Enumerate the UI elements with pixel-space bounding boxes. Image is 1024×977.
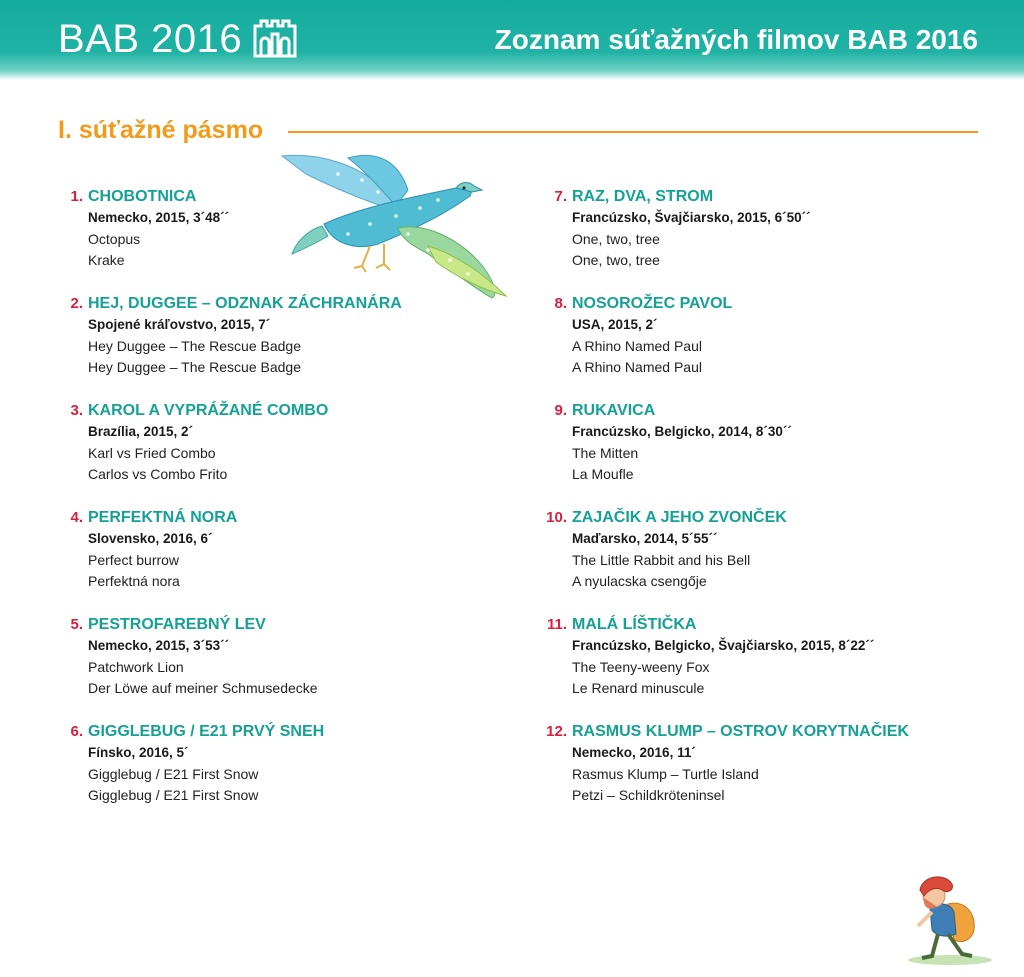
film-meta: Fínsko, 2016, 5´ bbox=[88, 745, 189, 760]
film-number: 9. bbox=[554, 402, 567, 419]
film-meta: Spojené kráľovstvo, 2015, 7´ bbox=[88, 317, 271, 332]
film-meta: Maďarsko, 2014, 5´55´´ bbox=[572, 531, 718, 546]
film-number: 10. bbox=[546, 509, 567, 526]
film-title: RAZ, DVA, STROM bbox=[572, 188, 714, 205]
film-original-title: A nyulacska csengője bbox=[572, 573, 707, 589]
film-original-title: Hey Duggee – The Rescue Badge bbox=[88, 359, 301, 375]
film-number: 5. bbox=[70, 616, 83, 633]
section-title: I. súťažné pásmo bbox=[58, 116, 264, 144]
film-title: PERFEKTNÁ NORA bbox=[88, 509, 238, 526]
film-english-title: Rasmus Klump – Turtle Island bbox=[572, 766, 759, 782]
film-english-title: Perfect burrow bbox=[88, 552, 180, 568]
brand-name: BAB 2016 bbox=[58, 17, 243, 61]
section-divider bbox=[288, 131, 978, 133]
film-title: RASMUS KLUMP – OSTROV KORYTNAČIEK bbox=[572, 723, 909, 740]
film-english-title: Karl vs Fried Combo bbox=[88, 445, 216, 461]
film-english-title: The Mitten bbox=[572, 445, 639, 461]
film-english-title: Hey Duggee – The Rescue Badge bbox=[88, 338, 301, 354]
film-title: CHOBOTNICA bbox=[88, 188, 197, 205]
film-title: NOSOROŽEC PAVOL bbox=[572, 295, 733, 312]
film-title: MALÁ LÍŠTIČKA bbox=[572, 616, 697, 633]
film-original-title: A Rhino Named Paul bbox=[572, 359, 702, 375]
film-title: GIGGLEBUG / E21 PRVÝ SNEH bbox=[88, 723, 325, 740]
page-title: Zoznam súťažných filmov BAB 2016 bbox=[494, 24, 978, 55]
film-number: 12. bbox=[546, 723, 567, 740]
film-original-title: Le Renard minuscule bbox=[572, 680, 705, 696]
film-column-right bbox=[536, 186, 976, 828]
film-item-10 bbox=[536, 507, 976, 614]
film-meta: Nemecko, 2016, 11´ bbox=[572, 745, 696, 760]
child-illustration bbox=[892, 868, 1002, 968]
film-item-11 bbox=[536, 614, 976, 721]
film-item-1 bbox=[52, 186, 492, 293]
film-meta: Francúzsko, Belgicko, Švajčiarsko, 2015, 8´22´´ bbox=[572, 638, 875, 653]
film-title: KAROL A VYPRÁŽANÉ COMBO bbox=[88, 402, 329, 419]
film-number: 11. bbox=[546, 616, 567, 633]
film-english-title: Octopus bbox=[88, 231, 141, 247]
film-number: 3. bbox=[70, 402, 83, 419]
film-title: RUKAVICA bbox=[572, 402, 656, 419]
film-number: 7. bbox=[554, 188, 567, 205]
film-meta: Slovensko, 2016, 6´ bbox=[88, 531, 213, 546]
film-original-title: Der Löwe auf meiner Schmusedecke bbox=[88, 680, 318, 696]
header-bar bbox=[0, 0, 1024, 80]
film-original-title: Petzi – Schildkröteninsel bbox=[572, 787, 725, 803]
film-english-title: The Teeny-weeny Fox bbox=[572, 659, 710, 675]
film-number: 2. bbox=[70, 295, 83, 312]
film-number: 6. bbox=[70, 723, 83, 740]
film-item-4 bbox=[52, 507, 492, 614]
film-meta: Francúzsko, Švajčiarsko, 2015, 6´50´´ bbox=[572, 210, 811, 225]
film-original-title: Perfektná nora bbox=[88, 573, 180, 589]
film-title: HEJ, DUGGEE – ODZNAK ZÁCHRANÁRA bbox=[88, 295, 402, 312]
film-item-12 bbox=[536, 721, 976, 828]
film-item-6 bbox=[52, 721, 492, 828]
film-english-title: The Little Rabbit and his Bell bbox=[572, 552, 751, 568]
film-number: 4. bbox=[70, 509, 83, 526]
film-item-8 bbox=[536, 293, 976, 400]
film-english-title: Patchwork Lion bbox=[88, 659, 184, 675]
film-item-7 bbox=[536, 186, 976, 293]
film-item-9 bbox=[536, 400, 976, 507]
film-meta: Nemecko, 2015, 3´53´´ bbox=[88, 638, 230, 653]
film-item-5 bbox=[52, 614, 492, 721]
film-column-left bbox=[52, 186, 492, 828]
film-item-2 bbox=[52, 293, 492, 400]
film-meta: Nemecko, 2015, 3´48´´ bbox=[88, 210, 230, 225]
film-original-title: Gigglebug / E21 First Snow bbox=[88, 787, 259, 803]
film-number: 1. bbox=[70, 188, 83, 205]
film-item-3 bbox=[52, 400, 492, 507]
film-meta: Brazília, 2015, 2´ bbox=[88, 424, 194, 439]
film-original-title: One, two, tree bbox=[572, 252, 660, 268]
film-original-title: La Moufle bbox=[572, 466, 634, 482]
film-english-title: A Rhino Named Paul bbox=[572, 338, 702, 354]
film-original-title: Carlos vs Combo Frito bbox=[88, 466, 228, 482]
film-original-title: Krake bbox=[88, 252, 125, 268]
film-title: PESTROFAREBNÝ LEV bbox=[88, 616, 266, 633]
film-number: 8. bbox=[554, 295, 567, 312]
film-meta: Francúzsko, Belgicko, 2014, 8´30´´ bbox=[572, 424, 792, 439]
castle-logo-icon bbox=[252, 18, 298, 58]
film-meta: USA, 2015, 2´ bbox=[572, 317, 658, 332]
film-english-title: One, two, tree bbox=[572, 231, 660, 247]
film-title: ZAJAČIK A JEHO ZVONČEK bbox=[572, 509, 787, 526]
film-english-title: Gigglebug / E21 First Snow bbox=[88, 766, 259, 782]
